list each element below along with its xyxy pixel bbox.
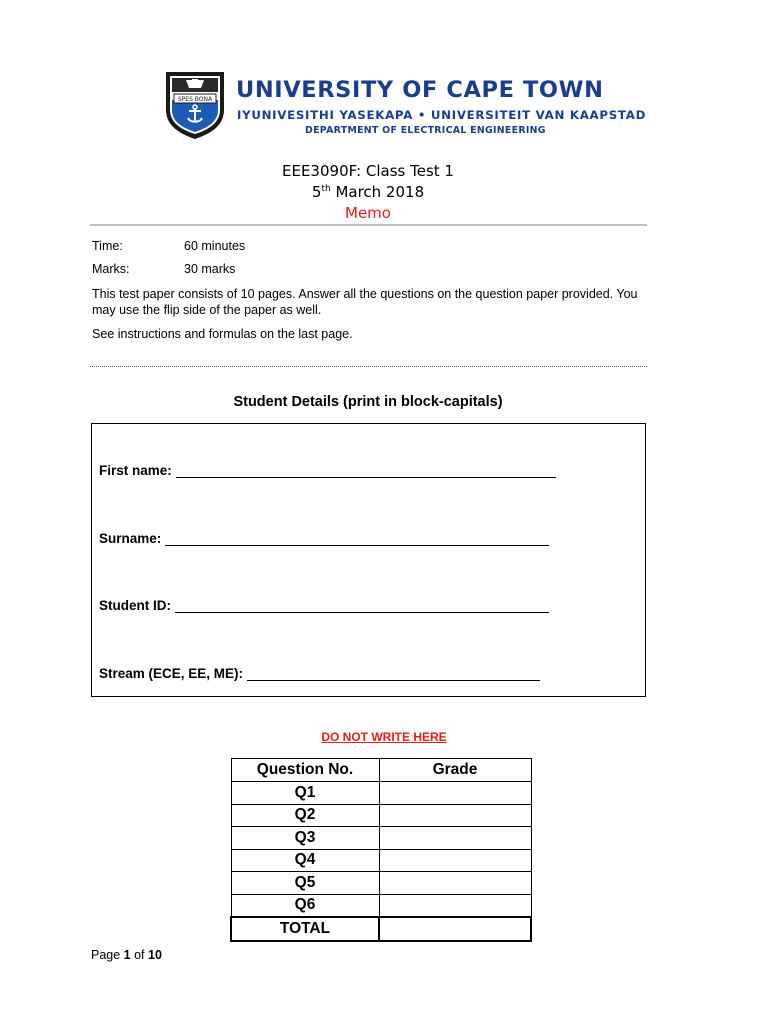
grades-table bbox=[230, 758, 532, 942]
grade-cell bbox=[379, 804, 531, 827]
first-name-label: First name: bbox=[99, 463, 172, 478]
question-cell: Q4 bbox=[231, 849, 379, 872]
surname-label: Surname: bbox=[99, 531, 162, 546]
student-details-heading: Student Details (print in block-capitals) bbox=[233, 394, 503, 410]
question-cell: Q6 bbox=[231, 894, 379, 917]
formulas-note: See instructions and formulas on the last page. bbox=[92, 327, 353, 341]
university-crest-icon bbox=[164, 70, 226, 140]
total-label: TOTAL bbox=[231, 917, 379, 941]
total-row bbox=[231, 917, 531, 941]
crest-motto: SPES BONA bbox=[177, 96, 213, 103]
university-name: UNIVERSITY OF CAPE TOWN bbox=[236, 77, 604, 103]
total-grade-cell bbox=[379, 917, 531, 941]
table-row bbox=[231, 872, 531, 895]
page-word: Page bbox=[91, 948, 124, 962]
question-cell: Q1 bbox=[231, 782, 379, 805]
question-column-header: Question No. bbox=[231, 759, 379, 782]
stream-field[interactable] bbox=[99, 666, 540, 681]
university-subtitle: IYUNIVESITHI YASEKAPA • UNIVERSITEIT VAN KAAPSTAD bbox=[237, 108, 647, 122]
table-row bbox=[231, 782, 531, 805]
course-title: EEE3090F: Class Test 1 bbox=[282, 162, 454, 180]
question-cell: Q5 bbox=[231, 872, 379, 895]
date-suffix: th bbox=[321, 184, 331, 194]
time-label: Time: bbox=[92, 239, 123, 253]
grade-cell bbox=[379, 849, 531, 872]
table-row bbox=[231, 894, 531, 917]
table-row bbox=[231, 827, 531, 850]
date-rest: March 2018 bbox=[330, 183, 425, 201]
surname-line[interactable] bbox=[165, 532, 549, 546]
student-id-line[interactable] bbox=[175, 599, 549, 613]
surname-field[interactable] bbox=[99, 531, 549, 546]
marks-value: 30 marks bbox=[184, 262, 236, 276]
of-word: of bbox=[130, 948, 148, 962]
grade-cell bbox=[379, 872, 531, 895]
first-name-line[interactable] bbox=[176, 464, 556, 478]
grade-cell bbox=[379, 894, 531, 917]
test-date bbox=[0, 183, 736, 201]
header-divider bbox=[90, 224, 647, 226]
table-row bbox=[231, 804, 531, 827]
department-name: DEPARTMENT OF ELECTRICAL ENGINEERING bbox=[305, 125, 546, 136]
marks-label: Marks: bbox=[92, 262, 130, 276]
current-page: 1 bbox=[123, 948, 131, 962]
student-id-field[interactable] bbox=[99, 598, 549, 613]
page-number bbox=[91, 948, 162, 962]
total-pages: 10 bbox=[148, 948, 162, 962]
do-not-write-warning: DO NOT WRITE HERE bbox=[321, 730, 447, 744]
grade-cell bbox=[379, 827, 531, 850]
dotted-divider bbox=[90, 366, 647, 367]
instructions-paragraph: This test paper consists of 10 pages. Answer all the questions on the question paper provided. You may use the flip side of the paper as well. bbox=[92, 287, 638, 317]
question-cell: Q2 bbox=[231, 804, 379, 827]
memo-label: Memo bbox=[345, 204, 391, 222]
student-id-label: Student ID: bbox=[99, 598, 171, 613]
question-cell: Q3 bbox=[231, 827, 379, 850]
grade-cell bbox=[379, 782, 531, 805]
table-row bbox=[231, 849, 531, 872]
grade-column-header: Grade bbox=[379, 759, 531, 782]
time-value: 60 minutes bbox=[184, 239, 246, 253]
first-name-field[interactable] bbox=[99, 463, 556, 478]
grades-header-row bbox=[231, 759, 531, 782]
date-day: 5 bbox=[311, 183, 322, 201]
stream-label: Stream (ECE, EE, ME): bbox=[99, 666, 244, 681]
stream-line[interactable] bbox=[247, 667, 540, 681]
